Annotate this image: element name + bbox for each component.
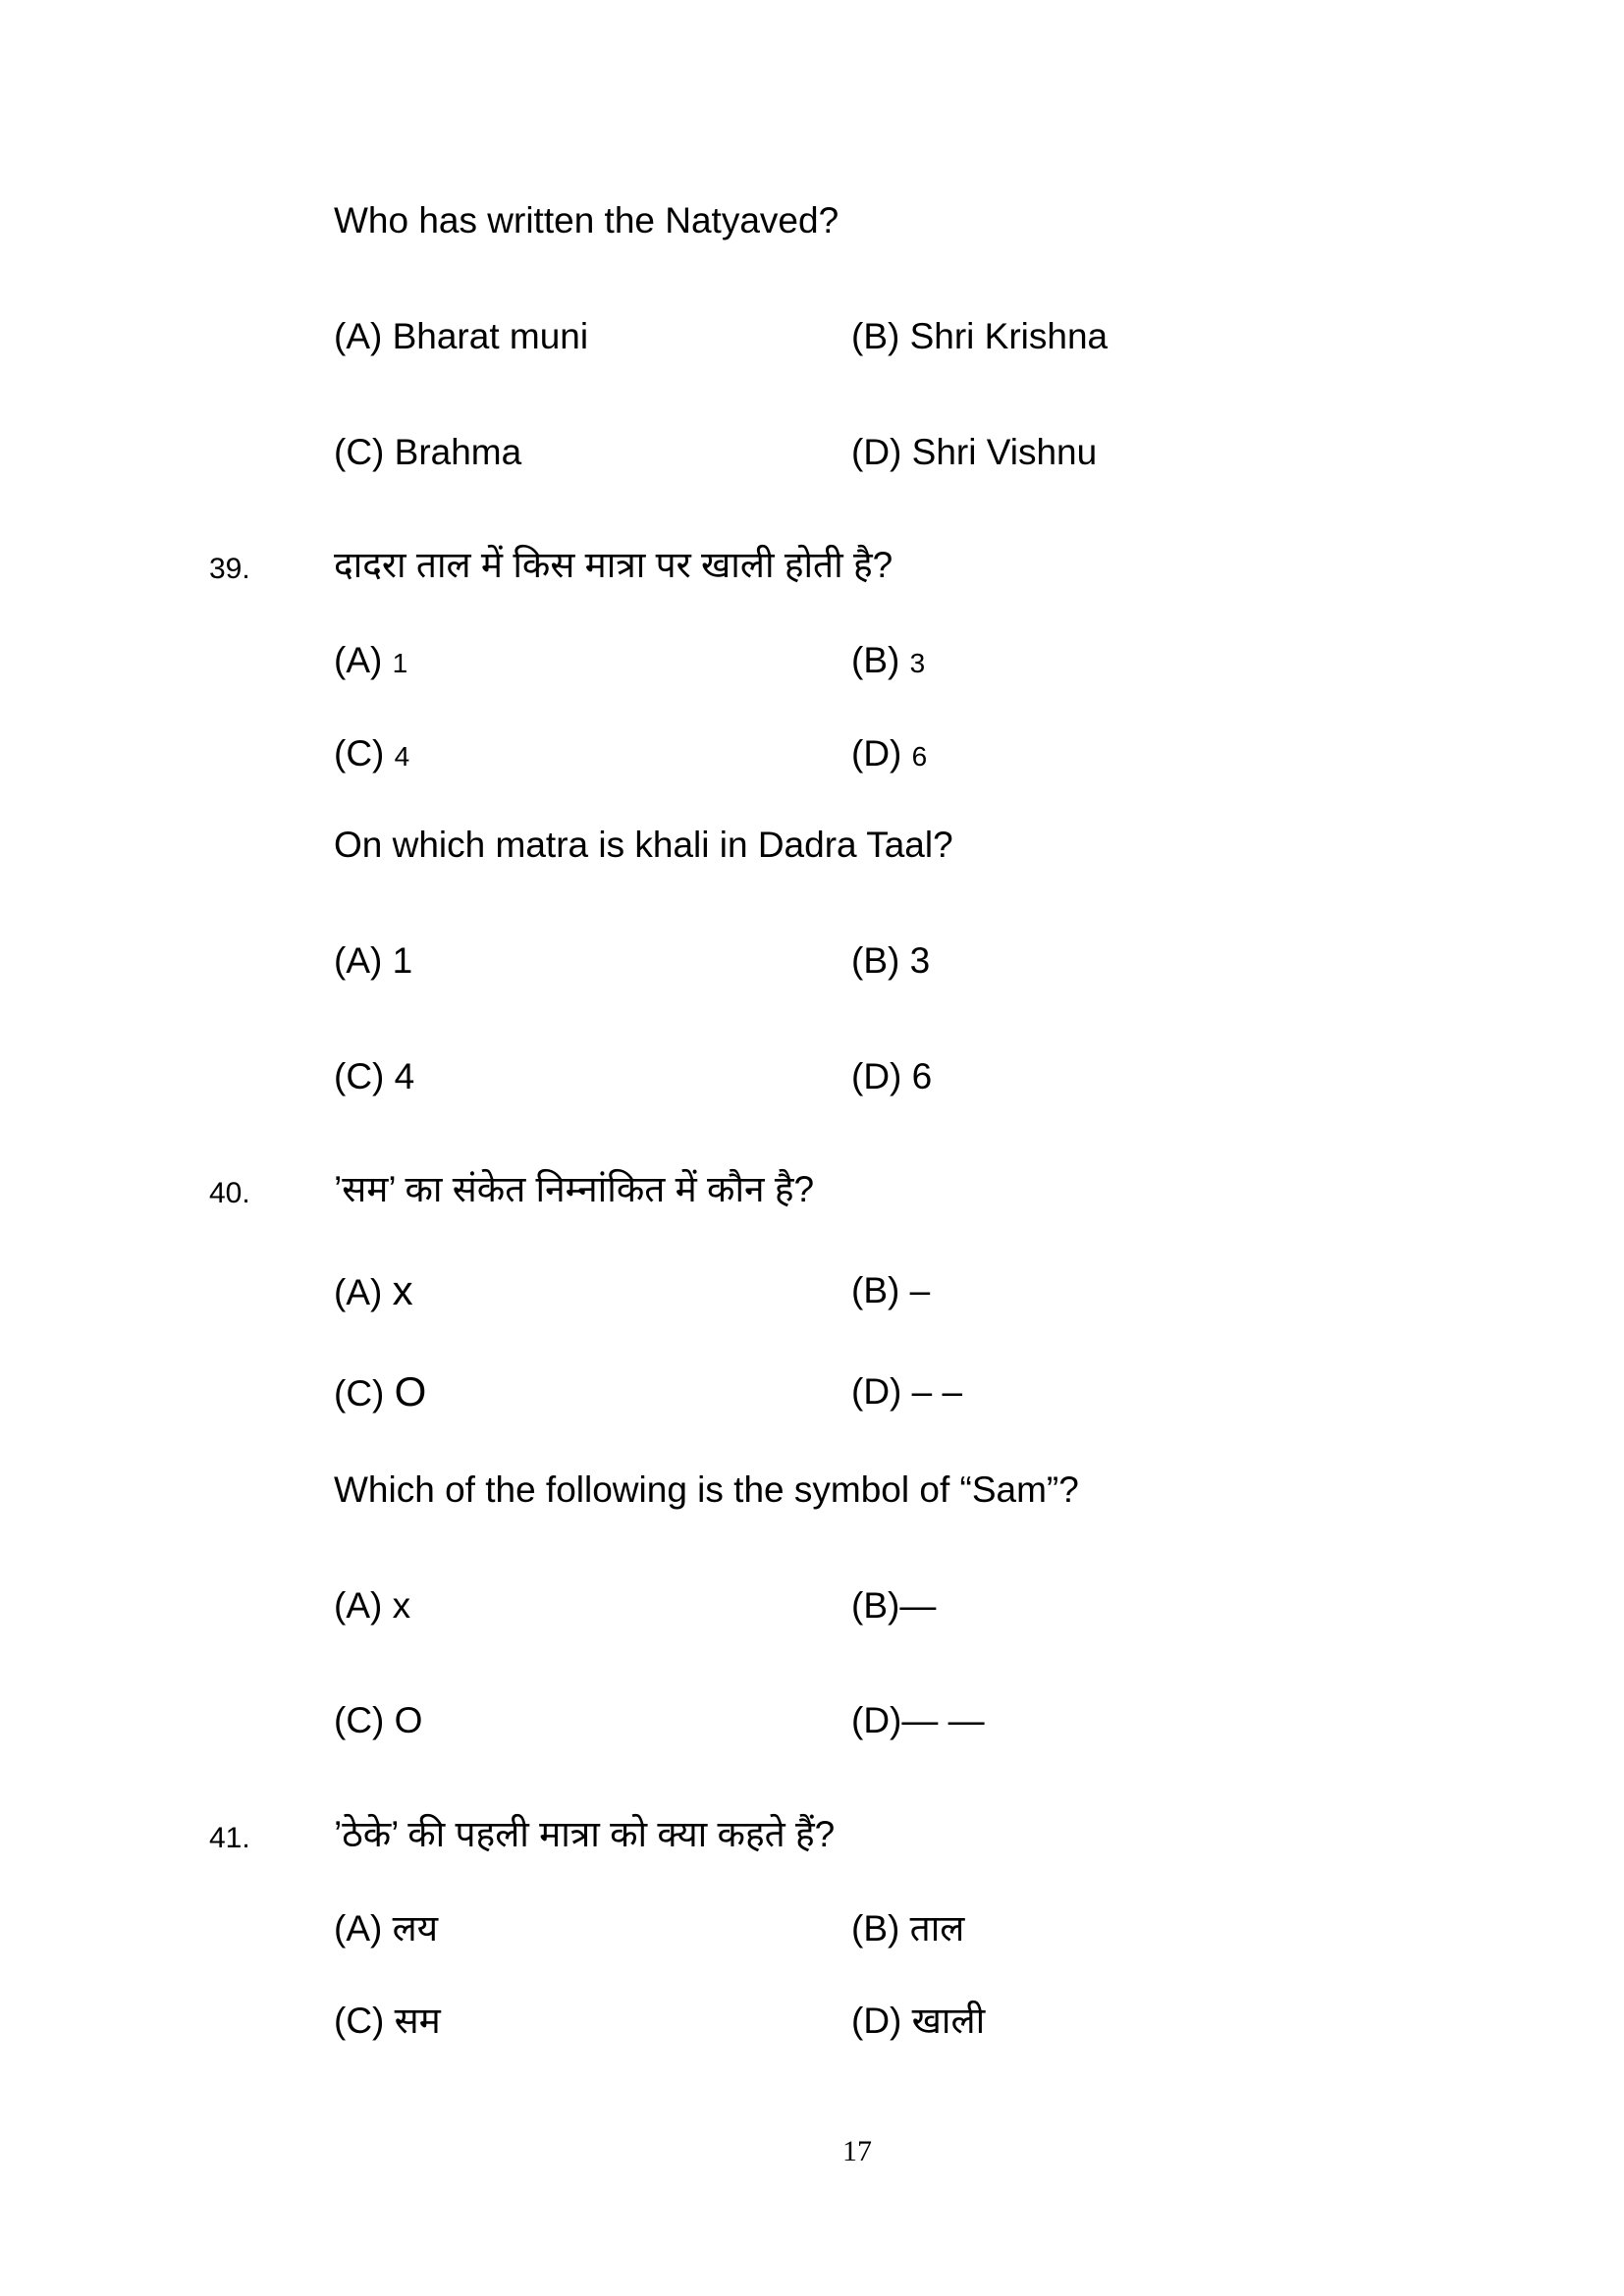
option-label: (B) — [851, 640, 900, 680]
q40-english-option-d: (D)— — — [851, 1700, 985, 1740]
q39-number: 39. — [209, 553, 250, 585]
q38-option-c: (C) Brahma — [334, 432, 522, 472]
q39-hindi-question: दादरा ताल में किस मात्रा पर खाली होती है? — [334, 545, 893, 585]
q40-english-option-b: (B)— — [851, 1585, 937, 1626]
q38-english-question: Who has written the Natyaved? — [334, 200, 839, 240]
option-value: 4 — [394, 741, 410, 772]
option-label: (D) — [851, 733, 902, 774]
q40-hindi-option-d — [851, 1370, 962, 1414]
q40-english-question: Which of the following is the symbol of “Sam”? — [334, 1469, 1079, 1510]
q41-option-c: (C) सम — [334, 2001, 441, 2041]
option-value: 1 — [392, 648, 408, 678]
q41-hindi-question: ’ठेके’ की पहली मात्रा को क्या कहते हैं? — [334, 1814, 836, 1854]
option-label: (A) — [334, 640, 383, 680]
q39-english-option-c: (C) 4 — [334, 1056, 415, 1096]
option-label: (A) — [334, 1272, 383, 1312]
option-value: 6 — [911, 741, 928, 772]
option-label: (D) — [851, 1371, 902, 1412]
q38-option-a: (A) Bharat muni — [334, 316, 589, 356]
option-label: (C) — [334, 1373, 385, 1414]
option-value: O — [394, 1368, 427, 1415]
q40-hindi-option-a — [334, 1269, 413, 1314]
q39-english-option-b: (B) 3 — [851, 940, 931, 981]
q39-english-option-a: (A) 1 — [334, 940, 413, 981]
q41-number: 41. — [209, 1822, 250, 1854]
q39-hindi-option-a — [334, 639, 407, 685]
page-number: 17 — [842, 2135, 872, 2167]
q41-option-b: (B) ताल — [851, 1908, 965, 1949]
option-value: – — [909, 1270, 931, 1310]
option-value: x — [392, 1267, 413, 1313]
q40-hindi-question: ’सम’ का संकेत निम्नांकित में कौन है? — [334, 1169, 815, 1209]
q40-english-option-a: (A) x — [334, 1585, 411, 1626]
q40-english-option-c: (C) O — [334, 1700, 423, 1740]
q40-hindi-option-b — [851, 1269, 930, 1312]
q40-number: 40. — [209, 1177, 250, 1209]
q38-option-d: (D) Shri Vishnu — [851, 432, 1098, 472]
q40-hindi-option-c — [334, 1370, 426, 1415]
option-label: (C) — [334, 733, 385, 774]
q39-hindi-option-c — [334, 732, 409, 778]
q41-option-a: (A) लय — [334, 1908, 439, 1949]
option-label: (B) — [851, 1270, 900, 1310]
q38-option-b: (B) Shri Krishna — [851, 316, 1109, 356]
q39-english-question: On which matra is khali in Dadra Taal? — [334, 825, 953, 865]
option-value: 3 — [909, 648, 926, 678]
q39-hindi-option-d — [851, 732, 927, 778]
q41-option-d: (D) खाली — [851, 2001, 986, 2041]
q39-hindi-option-b — [851, 639, 925, 685]
q39-english-option-d: (D) 6 — [851, 1056, 933, 1096]
option-value: – – — [911, 1371, 963, 1412]
